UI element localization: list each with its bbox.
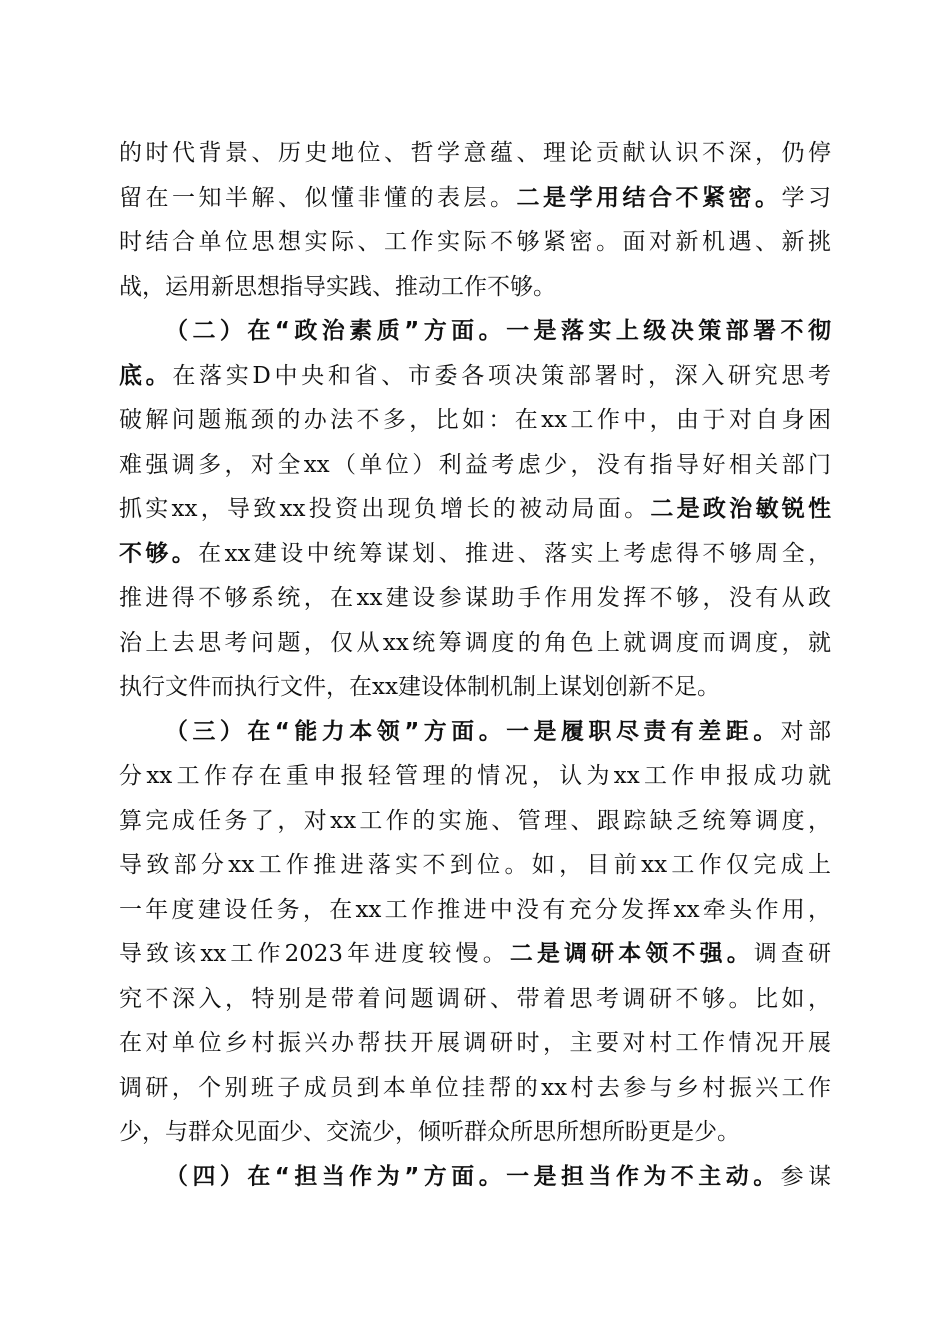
text-segment: 学习 [781,184,831,211]
text-segment: 调研，个别班子成员到本单位挂帮的xx村去参与乡村振兴工作 [119,1074,831,1101]
section-heading-line [119,710,831,755]
text-segment: 分xx工作存在重申报轻管理的情况，认为xx工作申报成功就 [119,763,831,789]
text-segment: 在对单位乡村振兴办帮扶开展调研时，主要对村工作情况开展 [119,1030,831,1056]
text-segment: 少，与群众见面少、交流少，倾听群众所思所想所盼更是少。 [119,1119,740,1145]
text-line [119,487,831,532]
text-segment: 留在一知半解、似懂非懂的表层。 [119,184,517,211]
text-segment: 对部 [780,718,831,745]
bold-heading-segment: （三）在“能力本领”方面。一是履职尽责有差距。 [165,718,781,745]
text-segment: 执行文件而执行文件，在xx建设体制机制上谋划创新不足。 [119,674,720,700]
text-line [119,799,831,844]
text-segment: 在落实D中央和省、市委各项决策部署时，深入研究思考 [172,362,831,389]
text-line [119,1066,831,1111]
text-segment: 抓实xx，导致xx投资出现负增长的被动局面。 [119,496,651,522]
paragraph-1 [119,131,831,309]
text-line [119,1110,831,1155]
text-line [119,576,831,621]
bold-heading-segment: （二）在“政治素质”方面。一是落实上级决策部署不彻 [165,318,831,344]
text-segment: 在xx建设中统筹谋划、推进、落实上考虑得不够周全， [198,540,832,567]
text-segment: 破解问题瓶颈的办法不多，比如：在xx工作中，由于对自身困 [119,407,831,433]
bold-heading-segment: 二是政治敏锐性 [650,496,831,522]
text-segment: 算完成任务了，对xx工作的实施、管理、跟踪缺乏统筹调度， [119,807,831,834]
text-line [119,265,831,310]
text-segment: 推进得不够系统，在xx建设参谋助手作用发挥不够，没有从政 [119,585,831,611]
text-line [119,398,831,443]
text-line [119,932,831,977]
text-segment: 的时代背景、历史地位、哲学意蕴、理论贡献认识不深，仍停 [119,140,831,166]
text-segment: 调查研 [753,941,832,967]
text-line [119,443,831,488]
text-segment: 战，运用新思想指导实践、推动工作不够。 [119,273,556,300]
paragraph-4 [119,1155,831,1200]
paragraph-3 [119,710,831,1155]
text-line [119,888,831,933]
text-line [119,354,831,399]
bold-heading-segment: 二是学用结合不紧密。 [516,184,782,211]
text-line [119,1021,831,1066]
text-line [119,220,831,265]
text-segment: 难强调多，对全xx（单位）利益考虑少，没有指导好相关部门 [119,451,831,478]
text-line [119,843,831,888]
bold-heading-segment: 二是调研本领不强。 [509,941,754,967]
document-body [119,131,831,1199]
bold-heading-segment: 底。 [119,362,173,389]
text-segment: 导致该xx工作2023年进度较慢。 [119,941,510,967]
bold-heading-segment: （四）在“担当作为”方面。一是担当作为不主动。 [165,1163,781,1190]
text-segment: 时结合单位思想实际、工作实际不够紧密。面对新机遇、新挑 [119,229,831,255]
text-segment: 一年度建设任务，在xx工作推进中没有充分发挥xx牵头作用， [119,896,831,923]
text-line [119,532,831,577]
text-line [119,621,831,666]
text-segment: 治上去思考问题，仅从xx统筹调度的角色上就调度而调度，就 [119,629,831,656]
bold-heading-segment: 不够。 [119,540,199,567]
text-line [119,754,831,799]
paragraph-2 [119,309,831,710]
text-line [119,665,831,710]
text-segment: 导致部分xx工作推进落实不到位。如，目前xx工作仅完成上 [119,852,831,878]
section-heading-line [119,1155,831,1200]
text-segment: 参谋 [780,1163,831,1190]
text-segment: 究不深入，特别是带着问题调研、带着思考调研不够。比如， [119,985,831,1012]
section-heading-line [119,309,831,354]
text-line [119,131,831,176]
text-line [119,977,831,1022]
text-line [119,176,831,221]
